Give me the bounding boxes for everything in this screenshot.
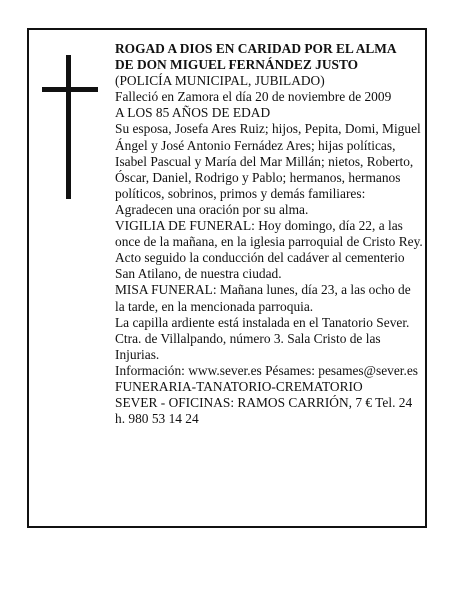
latin-cross-icon [42, 55, 98, 199]
family-list: Su esposa, Josefa Ares Ruiz; hijos, Pepita, Domi, Miguel Ángel y José Antonio Fernádez Ares; hijas políticas, Isabel Pascual y María del Mar Millán; nietos, Roberto, Óscar, Daniel, Rodrigo y Pablo; hermanos, hermanos políticos, sobrinos, primos y demás familiares: [115, 121, 421, 201]
prayer-line: Agradecen una oración por su alma. [115, 201, 309, 217]
age-line: A LOS 85 AÑOS DE EDAD [115, 105, 271, 121]
contact-info: Información: www.sever.es Pésames: pesames@sever.es [115, 362, 418, 378]
obituary-notice [27, 28, 427, 528]
notice-subtitle: (POLICÍA MUNICIPAL, JUBILADO) [115, 73, 325, 89]
chapel-info: La capilla ardiente está instalada en el Tanatorio Sever. Ctra. de Villalpando, número 3. Sala Cristo de las Injurias. [115, 314, 410, 362]
notice-heading-line-1: ROGAD A DIOS EN CARIDAD POR EL ALMA [115, 41, 397, 56]
cross-vertical-bar [66, 55, 71, 199]
cross-horizontal-bar [42, 87, 98, 92]
notice-text [115, 41, 423, 427]
death-info: Falleció en Zamora el día 20 de noviembre de 2009 [115, 89, 392, 105]
funeral-home-name: FUNERARIA-TANATORIO-CREMATORIO [115, 378, 363, 394]
vigil-info: VIGILIA DE FUNERAL: Hoy domingo, día 22, a las once de la mañana, en la iglesia parroquial de Cristo Rey. Acto seguido la conducción del cadáver al cementerio San Atilano, de nuestra ciudad. [115, 218, 423, 282]
mass-info: MISA FUNERAL: Mañana lunes, día 23, a las ocho de la tarde, en la mencionada parroquia. [115, 282, 411, 314]
notice-heading-line-2: DE DON MIGUEL FERNÁNDEZ JUSTO [115, 57, 359, 73]
offices-info: SEVER - OFICINAS: RAMOS CARRIÓN, 7 € Tel. 24 h. 980 53 14 24 [115, 395, 413, 427]
